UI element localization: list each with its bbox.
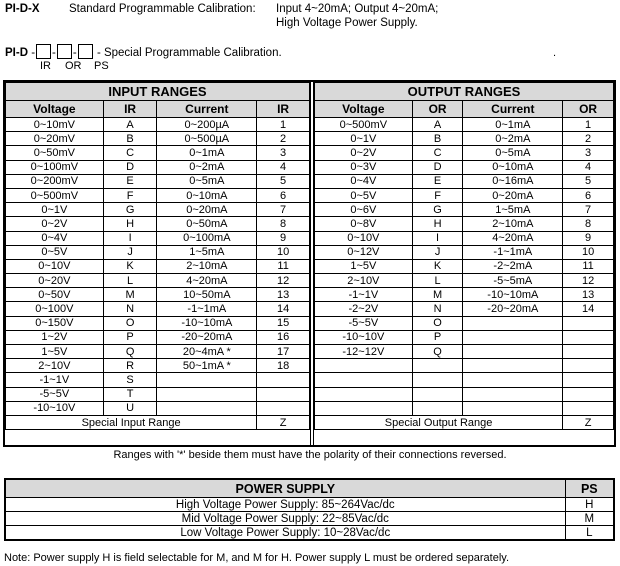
table-cell: -1~1V	[6, 373, 104, 387]
table-cell: E	[103, 174, 157, 188]
model-line-standard	[5, 2, 40, 16]
table-cell	[563, 345, 614, 359]
table-cell: M	[412, 288, 463, 302]
standard-desc: Standard Programmable Calibration:	[69, 3, 256, 15]
table-cell: A	[103, 118, 157, 132]
table-cell: 9	[563, 231, 614, 245]
table-cell: 8	[563, 217, 614, 231]
table-cell	[412, 359, 463, 373]
table-cell: H	[412, 217, 463, 231]
special-desc: - Special Programmable Calibration.	[96, 47, 282, 59]
table-row	[6, 188, 310, 202]
table-cell: 0~200mV	[6, 174, 104, 188]
table-cell: 0~150V	[6, 316, 104, 330]
table-cell	[463, 359, 563, 373]
table-cell: 5	[257, 174, 310, 188]
box-label-ir: IR	[40, 60, 51, 72]
table-cell: 10	[257, 245, 310, 259]
table-row	[6, 245, 310, 259]
table-cell	[315, 387, 413, 401]
table-cell	[412, 387, 463, 401]
table-cell: 2~10V	[6, 359, 104, 373]
power-supply-table	[4, 478, 615, 541]
table-cell: -10~10mA	[463, 288, 563, 302]
standard-detail-b: High Voltage Power Supply.	[276, 17, 418, 29]
table-row	[6, 174, 310, 188]
table-cell: -1~1V	[315, 288, 413, 302]
table-cell	[157, 387, 257, 401]
table-cell: 5	[563, 174, 614, 188]
table-row	[315, 316, 614, 330]
table-cell: E	[412, 174, 463, 188]
table-row	[6, 359, 310, 373]
table-cell: 0~500mV	[315, 118, 413, 132]
table-row	[6, 316, 310, 330]
table-cell: F	[412, 188, 463, 202]
table-cell: -10~10mA	[157, 316, 257, 330]
table-cell: 14	[563, 302, 614, 316]
table-cell: 0~100mV	[6, 160, 104, 174]
table-cell: I	[412, 231, 463, 245]
table-cell: B	[412, 132, 463, 146]
table-row	[315, 160, 614, 174]
col-ir: IR	[103, 101, 157, 118]
table-row	[6, 288, 310, 302]
table-cell: 9	[257, 231, 310, 245]
table-cell: 3	[563, 146, 614, 160]
col-current: Current	[157, 101, 257, 118]
table-cell: T	[103, 387, 157, 401]
table-cell: 20~4mA *	[157, 345, 257, 359]
table-cell: 4	[257, 160, 310, 174]
table-cell: K	[412, 259, 463, 273]
table-cell: 10	[563, 245, 614, 259]
table-cell: 6	[563, 188, 614, 202]
table-cell: 0~5mA	[157, 174, 257, 188]
power-code: L	[565, 526, 614, 541]
power-code: H	[565, 498, 614, 512]
table-cell: 7	[563, 203, 614, 217]
table-cell: O	[412, 316, 463, 330]
table-cell: F	[103, 188, 157, 202]
table-cell	[563, 401, 614, 415]
table-row	[6, 302, 310, 316]
table-cell	[412, 373, 463, 387]
table-cell: Q	[412, 345, 463, 359]
table-row	[315, 359, 614, 373]
table-cell: S	[103, 373, 157, 387]
table-row	[315, 118, 614, 132]
table-cell: -2~2mA	[463, 259, 563, 273]
table-cell: 7	[257, 203, 310, 217]
table-row	[315, 188, 614, 202]
table-cell: 1	[257, 118, 310, 132]
table-cell: 0~10V	[315, 231, 413, 245]
table-cell: 0~5mA	[463, 146, 563, 160]
col-or: OR	[412, 101, 463, 118]
table-cell: 8	[257, 217, 310, 231]
table-cell: 50~1mA *	[157, 359, 257, 373]
table-cell: 1~5V	[315, 259, 413, 273]
table-cell: 1~2V	[6, 330, 104, 344]
ps-box	[78, 44, 93, 59]
table-row	[6, 345, 310, 359]
table-cell: 0~2V	[6, 217, 104, 231]
table-cell: 4	[563, 160, 614, 174]
table-cell: 0~10mV	[6, 118, 104, 132]
table-cell: A	[412, 118, 463, 132]
table-cell	[257, 387, 310, 401]
table-cell: 1~5mA	[463, 203, 563, 217]
table-cell: 0~100mA	[157, 231, 257, 245]
table-cell: 17	[257, 345, 310, 359]
table-cell	[563, 373, 614, 387]
table-cell: -2~2V	[315, 302, 413, 316]
table-cell: N	[412, 302, 463, 316]
table-cell: N	[103, 302, 157, 316]
table-row	[6, 401, 310, 415]
table-cell: U	[103, 401, 157, 415]
table-cell: 0~20mA	[463, 188, 563, 202]
table-cell: -20~20mA	[463, 302, 563, 316]
table-cell: 0~5V	[6, 245, 104, 259]
table-cell	[315, 359, 413, 373]
table-cell: C	[412, 146, 463, 160]
separator: -	[52, 47, 56, 59]
separator: -	[31, 47, 36, 59]
table-cell: J	[103, 245, 157, 259]
table-cell: 0~1mA	[157, 146, 257, 160]
col-current: Current	[463, 101, 563, 118]
table-cell	[463, 316, 563, 330]
table-row	[6, 146, 310, 160]
table-row	[315, 259, 614, 273]
table-cell: Q	[103, 345, 157, 359]
power-desc: High Voltage Power Supply: 85~264Vac/dc	[5, 498, 565, 512]
col-or: OR	[563, 101, 614, 118]
table-cell	[463, 330, 563, 344]
table-cell: -1~1mA	[157, 302, 257, 316]
ir-box	[36, 44, 51, 59]
table-cell: 2~10V	[315, 274, 413, 288]
table-cell: 0~2mA	[157, 160, 257, 174]
table-cell	[463, 345, 563, 359]
table-cell: O	[103, 316, 157, 330]
table-cell: 0~50mV	[6, 146, 104, 160]
table-cell: 0~100V	[6, 302, 104, 316]
table-cell: 0~16mA	[463, 174, 563, 188]
table-cell: 0~1mA	[463, 118, 563, 132]
table-cell: -5~5V	[315, 316, 413, 330]
separator: -	[72, 47, 77, 59]
table-cell: 6	[257, 188, 310, 202]
table-cell: 16	[257, 330, 310, 344]
table-cell	[412, 401, 463, 415]
table-cell: 0~50mA	[157, 217, 257, 231]
table-cell: 0~500mV	[6, 188, 104, 202]
table-cell	[463, 401, 563, 415]
table-cell: B	[103, 132, 157, 146]
table-cell: 0~12V	[315, 245, 413, 259]
table-row	[6, 203, 310, 217]
table-cell	[563, 387, 614, 401]
stray-dot: .	[553, 47, 557, 59]
table-cell: 18	[257, 359, 310, 373]
table-cell: J	[412, 245, 463, 259]
standard-detail-a: Input 4~20mA; Output 4~20mA;	[276, 3, 439, 15]
table-row	[315, 203, 614, 217]
table-cell: 14	[257, 302, 310, 316]
table-cell	[563, 359, 614, 373]
table-row	[315, 387, 614, 401]
table-cell: 0~6V	[315, 203, 413, 217]
table-cell: 0~20mA	[157, 203, 257, 217]
model-line-special	[5, 44, 282, 60]
special-output-label: Special Output Range	[315, 415, 563, 429]
table-cell	[463, 373, 563, 387]
table-cell: 0~4V	[6, 231, 104, 245]
table-cell: 0~10mA	[463, 160, 563, 174]
model-code-standard: PI-D-X	[5, 3, 40, 15]
table-cell: 0~2mA	[463, 132, 563, 146]
table-row	[6, 330, 310, 344]
table-row	[6, 132, 310, 146]
table-cell	[463, 387, 563, 401]
table-cell: 2	[257, 132, 310, 146]
box-label-ps: PS	[94, 60, 109, 72]
input-ranges-title: INPUT RANGES	[6, 83, 310, 101]
table-row	[5, 526, 614, 541]
table-row	[315, 132, 614, 146]
table-cell: 1~5mA	[157, 245, 257, 259]
output-ranges-title: OUTPUT RANGES	[315, 83, 614, 101]
table-cell: 12	[563, 274, 614, 288]
table-row	[6, 274, 310, 288]
table-cell: R	[103, 359, 157, 373]
table-cell: P	[103, 330, 157, 344]
table-cell: 2~10mA	[463, 217, 563, 231]
table-cell: G	[103, 203, 157, 217]
table-cell: 12	[257, 274, 310, 288]
table-cell	[315, 401, 413, 415]
table-row	[6, 160, 310, 174]
footer-note: Note: Power supply H is field selectable for M, and M for H. Power supply L must be ordered separately.	[4, 552, 510, 564]
power-supply-code-col: PS	[565, 479, 614, 498]
table-row	[315, 245, 614, 259]
table-row	[315, 217, 614, 231]
table-cell: 4~20mA	[463, 231, 563, 245]
table-cell	[315, 373, 413, 387]
table-row	[315, 330, 614, 344]
table-cell: 13	[563, 288, 614, 302]
power-supply-title: POWER SUPPLY	[5, 479, 565, 498]
table-cell: 1~5V	[6, 345, 104, 359]
table-cell: 0~500µA	[157, 132, 257, 146]
table-row	[5, 498, 614, 512]
table-cell: M	[103, 288, 157, 302]
box-label-or: OR	[65, 60, 82, 72]
col-voltage: Voltage	[6, 101, 104, 118]
table-cell: -12~12V	[315, 345, 413, 359]
table-cell: 2~10mA	[157, 259, 257, 273]
output-ranges-table	[314, 82, 614, 430]
table-cell: 0~1V	[315, 132, 413, 146]
input-ranges-table	[5, 82, 310, 430]
table-cell: 0~20mV	[6, 132, 104, 146]
table-cell: 0~3V	[315, 160, 413, 174]
table-cell: 0~20V	[6, 274, 104, 288]
table-cell: 0~2V	[315, 146, 413, 160]
table-cell: 4~20mA	[157, 274, 257, 288]
table-row	[315, 401, 614, 415]
col-voltage: Voltage	[315, 101, 413, 118]
table-cell	[257, 373, 310, 387]
power-desc: Low Voltage Power Supply: 10~28Vac/dc	[5, 526, 565, 541]
col-ir: IR	[257, 101, 310, 118]
table-cell: G	[412, 203, 463, 217]
table-cell: 0~1V	[6, 203, 104, 217]
special-input-code: Z	[257, 415, 310, 429]
table-cell: D	[103, 160, 157, 174]
table-row	[6, 387, 310, 401]
table-row	[315, 274, 614, 288]
table-cell: -5~5mA	[463, 274, 563, 288]
table-row	[315, 174, 614, 188]
table-cell	[563, 316, 614, 330]
table-row	[315, 373, 614, 387]
power-code: M	[565, 512, 614, 526]
table-cell: -20~20mA	[157, 330, 257, 344]
table-cell	[563, 330, 614, 344]
table-cell: K	[103, 259, 157, 273]
table-cell: D	[412, 160, 463, 174]
table-cell: L	[103, 274, 157, 288]
table-row	[6, 217, 310, 231]
table-row	[6, 118, 310, 132]
table-cell	[157, 373, 257, 387]
table-cell: 10~50mA	[157, 288, 257, 302]
table-row	[315, 288, 614, 302]
table-cell: 1	[563, 118, 614, 132]
table-cell: 0~200µA	[157, 118, 257, 132]
table-cell: -10~10V	[6, 401, 104, 415]
special-input-label: Special Input Range	[6, 415, 257, 429]
table-cell: -10~10V	[315, 330, 413, 344]
table-cell: 0~4V	[315, 174, 413, 188]
table-cell: -5~5V	[6, 387, 104, 401]
table-cell: 11	[257, 259, 310, 273]
table-cell: 0~10V	[6, 259, 104, 273]
table-row	[5, 512, 614, 526]
table-cell: 11	[563, 259, 614, 273]
table-cell: I	[103, 231, 157, 245]
table-cell: 2	[563, 132, 614, 146]
polarity-note: Ranges with '*' beside them must have the polarity of their connections reversed.	[113, 449, 507, 461]
table-cell: 0~50V	[6, 288, 104, 302]
table-row	[315, 231, 614, 245]
table-row	[315, 146, 614, 160]
table-cell: 13	[257, 288, 310, 302]
table-row	[6, 373, 310, 387]
table-cell: 3	[257, 146, 310, 160]
table-cell	[157, 401, 257, 415]
or-box	[57, 44, 72, 59]
model-code-special: PI-D	[5, 47, 28, 59]
table-cell: C	[103, 146, 157, 160]
table-row	[6, 259, 310, 273]
table-cell: 15	[257, 316, 310, 330]
table-cell: H	[103, 217, 157, 231]
table-cell: L	[412, 274, 463, 288]
table-row	[315, 345, 614, 359]
table-row	[6, 231, 310, 245]
table-row	[315, 302, 614, 316]
special-output-code: Z	[563, 415, 614, 429]
power-desc: Mid Voltage Power Supply: 22~85Vac/dc	[5, 512, 565, 526]
table-cell: 0~10mA	[157, 188, 257, 202]
table-cell: P	[412, 330, 463, 344]
table-cell	[257, 401, 310, 415]
table-cell: -1~1mA	[463, 245, 563, 259]
table-cell: 0~5V	[315, 188, 413, 202]
table-cell: 0~8V	[315, 217, 413, 231]
